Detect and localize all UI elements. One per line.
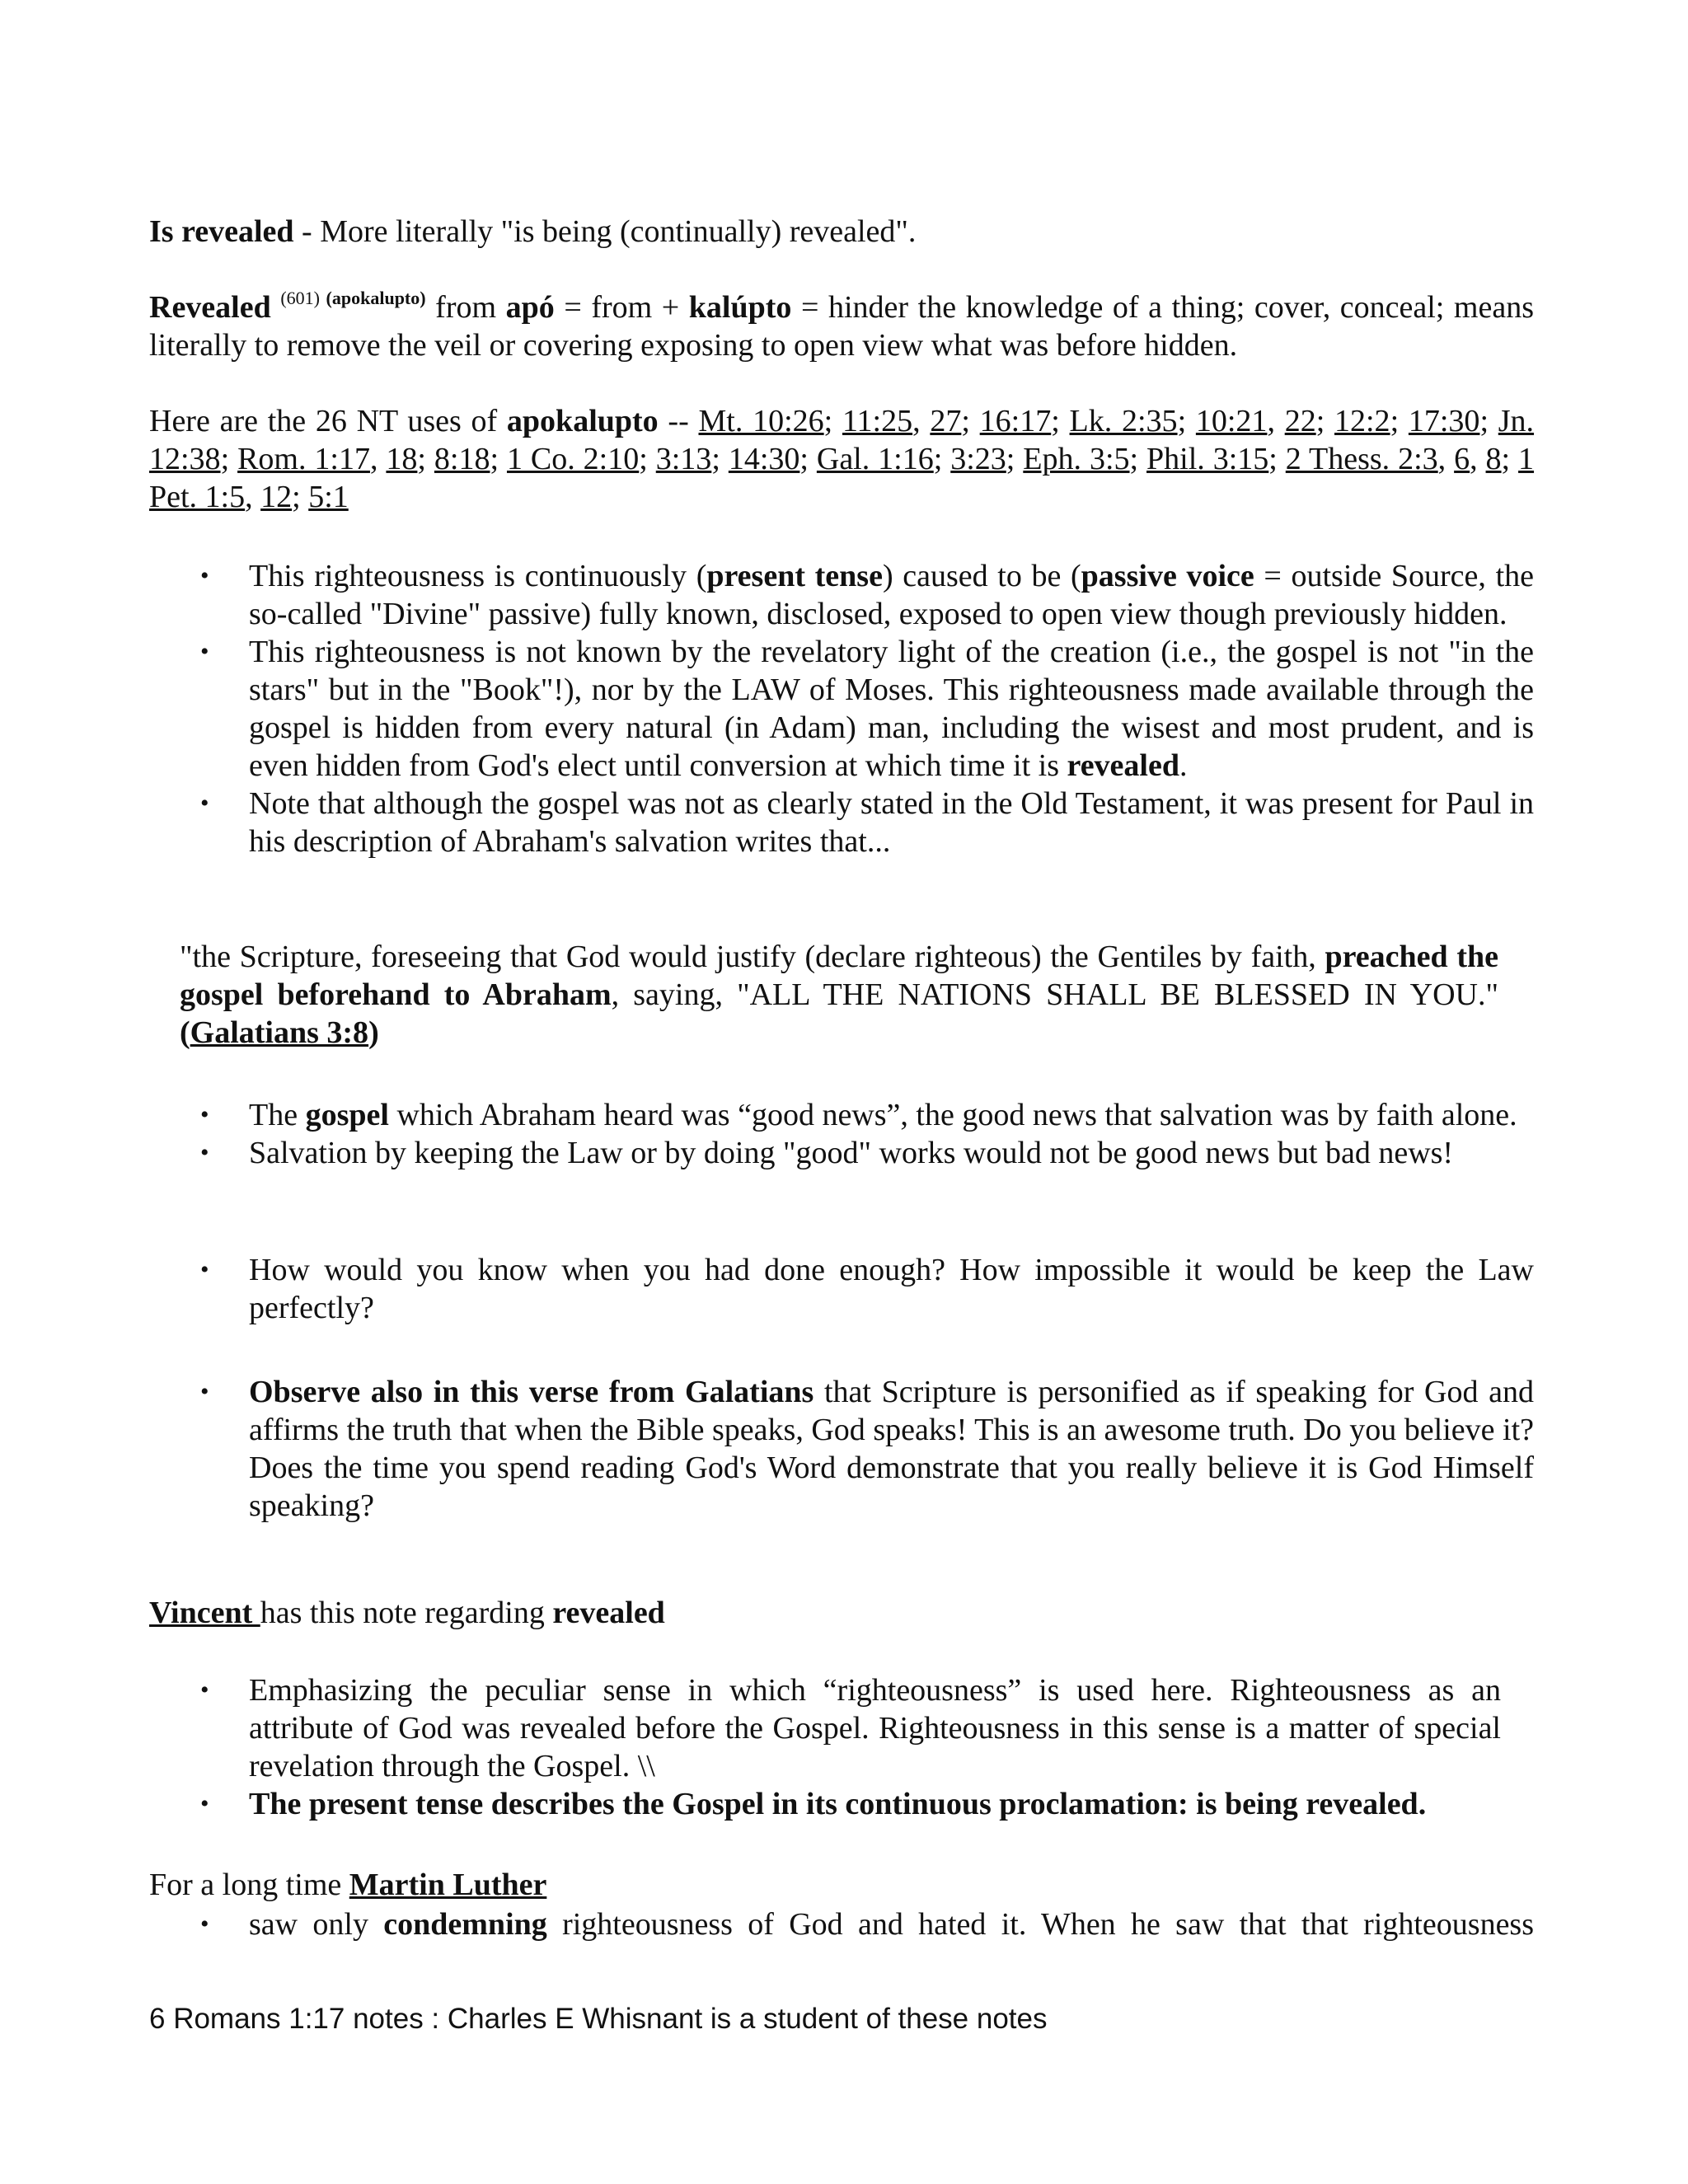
list-item: • Salvation by keeping the Law or by doing "good" works would not be good news but bad news! xyxy=(200,1136,1454,1170)
vincent-paragraph: Vincent has this note regarding revealed xyxy=(149,1596,665,1630)
ref-link[interactable]: 10:21 xyxy=(1195,404,1268,438)
greek-apo: apó xyxy=(505,290,555,325)
term-passive-voice: passive voice xyxy=(1081,559,1254,593)
greek-kalupto: kalúpto xyxy=(688,290,792,325)
ref-link[interactable]: Mt. 10:26 xyxy=(698,404,824,438)
is-revealed-paragraph xyxy=(149,213,1534,251)
ref-link[interactable]: Gal. 1:16 xyxy=(816,442,934,476)
ref-link[interactable]: 1 Co. 2:10 xyxy=(506,442,640,476)
ref-link[interactable]: 27 xyxy=(930,404,962,438)
righteousness-bullet-list xyxy=(149,557,1534,860)
ref-link[interactable]: 16:17 xyxy=(979,404,1052,438)
ref-link[interactable]: 18 xyxy=(386,442,418,476)
term-revealed: revealed xyxy=(1067,748,1179,783)
list-item: • Emphasizing the peculiar sense in which “righteousness” is used here. Righteousness as an attribute of God was revealed before the Gospel. Righteousness in this sense is a matter of special revelation through the Gospel. \\ xyxy=(200,1673,1501,1783)
text: Here are the 26 NT uses of xyxy=(149,404,507,438)
text: from xyxy=(425,290,506,325)
ref-link[interactable]: 5:1 xyxy=(308,480,349,514)
list-item xyxy=(149,1785,1501,1823)
ref-link[interactable]: Lk. 2:35 xyxy=(1069,404,1178,438)
term-is-revealed: Is revealed xyxy=(149,214,294,249)
bullet-icon: • xyxy=(200,1676,209,1704)
ref-link[interactable]: 1 Pet. 1:5 xyxy=(149,442,1535,514)
luther-paragraph: For a long time Martin Luther xyxy=(149,1868,547,1902)
ref-link[interactable]: Phil. 3:15 xyxy=(1146,442,1269,476)
term-present-tense: present tense xyxy=(706,559,883,593)
gospel-bullet-list xyxy=(149,1096,1534,1172)
bullet-icon: • xyxy=(200,638,209,665)
list-item: • How would you know when you had done enough? How impossible it would be keep the Law perfectly? xyxy=(200,1253,1534,1325)
text: = hinder the knowledge of a thing; cover, conceal; means literally to remove the veil or covering exposing to open view what was before hidden. xyxy=(149,290,1535,363)
ref-link[interactable]: 12 xyxy=(260,480,293,514)
ref-link[interactable]: 17:30 xyxy=(1408,404,1480,438)
law-bullet-list xyxy=(149,1251,1534,1327)
nt-uses-paragraph: Here are the 26 NT uses of apokalupto -- Mt. 10:26; 11:25, 27; 16:17; Lk. 2:35; 10:21, 22; 12:2; 17:30; Jn. 12:38; Rom. 1:17, 18; 8:18; 1 Co. 2:10; 3:13; 14:30; Gal. 1:16; 3:23; Eph. 3:5; Phil. 3:15; 2 Thess. 2:3, 6, 8; 1 Pet. 1:5, 12; 5:1 xyxy=(149,404,1535,514)
list-item: • saw only condemning righteousness of God and hated it. When he saw that that righteousness xyxy=(200,1907,1535,1942)
ref-link[interactable]: 11:25 xyxy=(842,404,913,438)
bullet-icon: • xyxy=(200,1378,209,1405)
ref-link[interactable]: 3:13 xyxy=(655,442,712,476)
quote-emphasis: preached the gospel beforehand to Abraham xyxy=(180,940,1498,1012)
strongs-number: (601) (apokalupto) xyxy=(280,288,426,308)
observe-emphasis: Observe also in this verse from Galatians xyxy=(249,1375,814,1409)
list-item: • Observe also in this verse from Galatians that Scripture is personified as if speaking for God and affirms the truth that when the Bible speaks, God speaks! This is an awesome truth. Do you believe it? Does the time you spend reading God's Word demonstrate that you really believe it is God Himself speaking? xyxy=(200,1375,1534,1523)
ref-link[interactable]: Jn. 12:38 xyxy=(149,404,1535,476)
ref-link[interactable]: 8 xyxy=(1485,442,1502,476)
ref-link[interactable]: 22 xyxy=(1284,404,1316,438)
list-item: • The gospel which Abraham heard was “good news”, the good news that salvation was by faith alone. xyxy=(200,1098,1517,1132)
ref-link[interactable]: 2 Thess. 2:3 xyxy=(1285,442,1438,476)
transliteration: (apokalupto) xyxy=(326,288,426,308)
ref-link[interactable]: Eph. 3:5 xyxy=(1023,442,1130,476)
martin-luther-link[interactable]: Martin Luther xyxy=(349,1868,547,1902)
galatians-quote: "the Scripture, foreseeing that God would justify (declare righteous) the Gentiles by faith, preached the gospel beforehand to Abraham, saying, "ALL THE NATIONS SHALL BE BLESSED IN YOU." (Galatians 3:8) xyxy=(180,940,1498,1050)
present-tense-statement: The present tense describes the Gospel in its continuous proclamation: is being revealed. xyxy=(249,1787,1427,1821)
luther-bullet-list xyxy=(149,1905,1534,1943)
term-revealed: revealed xyxy=(552,1596,665,1630)
is-revealed-text: - More literally "is being (continually) revealed". xyxy=(293,214,917,249)
term-revealed: Revealed xyxy=(149,290,271,325)
ref-link[interactable]: 12:2 xyxy=(1334,404,1390,438)
term-gospel: gospel xyxy=(305,1098,389,1132)
ref-link[interactable]: 3:23 xyxy=(950,442,1006,476)
ref-link-galatians[interactable]: Galatians 3:8 xyxy=(190,1015,369,1050)
list-item: • This righteousness is continuously (present tense) caused to be (passive voice = outside Source, the so-called "Divine" passive) fully known, disclosed, exposed to open view though previously hidden. xyxy=(200,559,1534,631)
ref-link[interactable]: 6 xyxy=(1454,442,1470,476)
revealed-definition-paragraph xyxy=(149,288,1534,364)
list-item: • This righteousness is not known by the revelatory light of the creation (i.e., the gospel is not "in the stars" but in the "Book"!), nor by the LAW of Moses. This righteousness made available through the gospel is hidden from every natural (in Adam) man, including the wisest and most prudent, and is even hidden from God's elect until conversion at which time it is revealed. xyxy=(200,635,1534,783)
bullet-icon: • xyxy=(200,1256,209,1283)
bullet-icon: • xyxy=(200,790,209,817)
vincent-bullet-list xyxy=(149,1671,1501,1823)
page-footer: 6 Romans 1:17 notes : Charles E Whisnant is a student of these notes xyxy=(149,2003,1048,2035)
ref-link[interactable]: 8:18 xyxy=(434,442,490,476)
bullet-icon: • xyxy=(200,1910,209,1938)
list-item: • Note that although the gospel was not as clearly stated in the Old Testament, it was present for Paul in his description of Abraham's salvation writes that... xyxy=(200,786,1534,859)
text: = from + xyxy=(554,290,689,325)
term-condemning: condemning xyxy=(383,1907,547,1942)
bullet-icon: • xyxy=(200,1139,209,1166)
ref-link[interactable]: Rom. 1:17 xyxy=(237,442,370,476)
observe-bullet-list xyxy=(149,1373,1534,1525)
bullet-icon: • xyxy=(200,1790,209,1817)
ref-link[interactable]: 14:30 xyxy=(728,442,800,476)
text: -- xyxy=(658,404,699,438)
bullet-icon: • xyxy=(200,1101,209,1128)
vincent-link[interactable]: Vincent xyxy=(149,1596,260,1630)
term-apokalupto: apokalupto xyxy=(506,404,659,438)
bullet-icon: • xyxy=(200,562,209,589)
